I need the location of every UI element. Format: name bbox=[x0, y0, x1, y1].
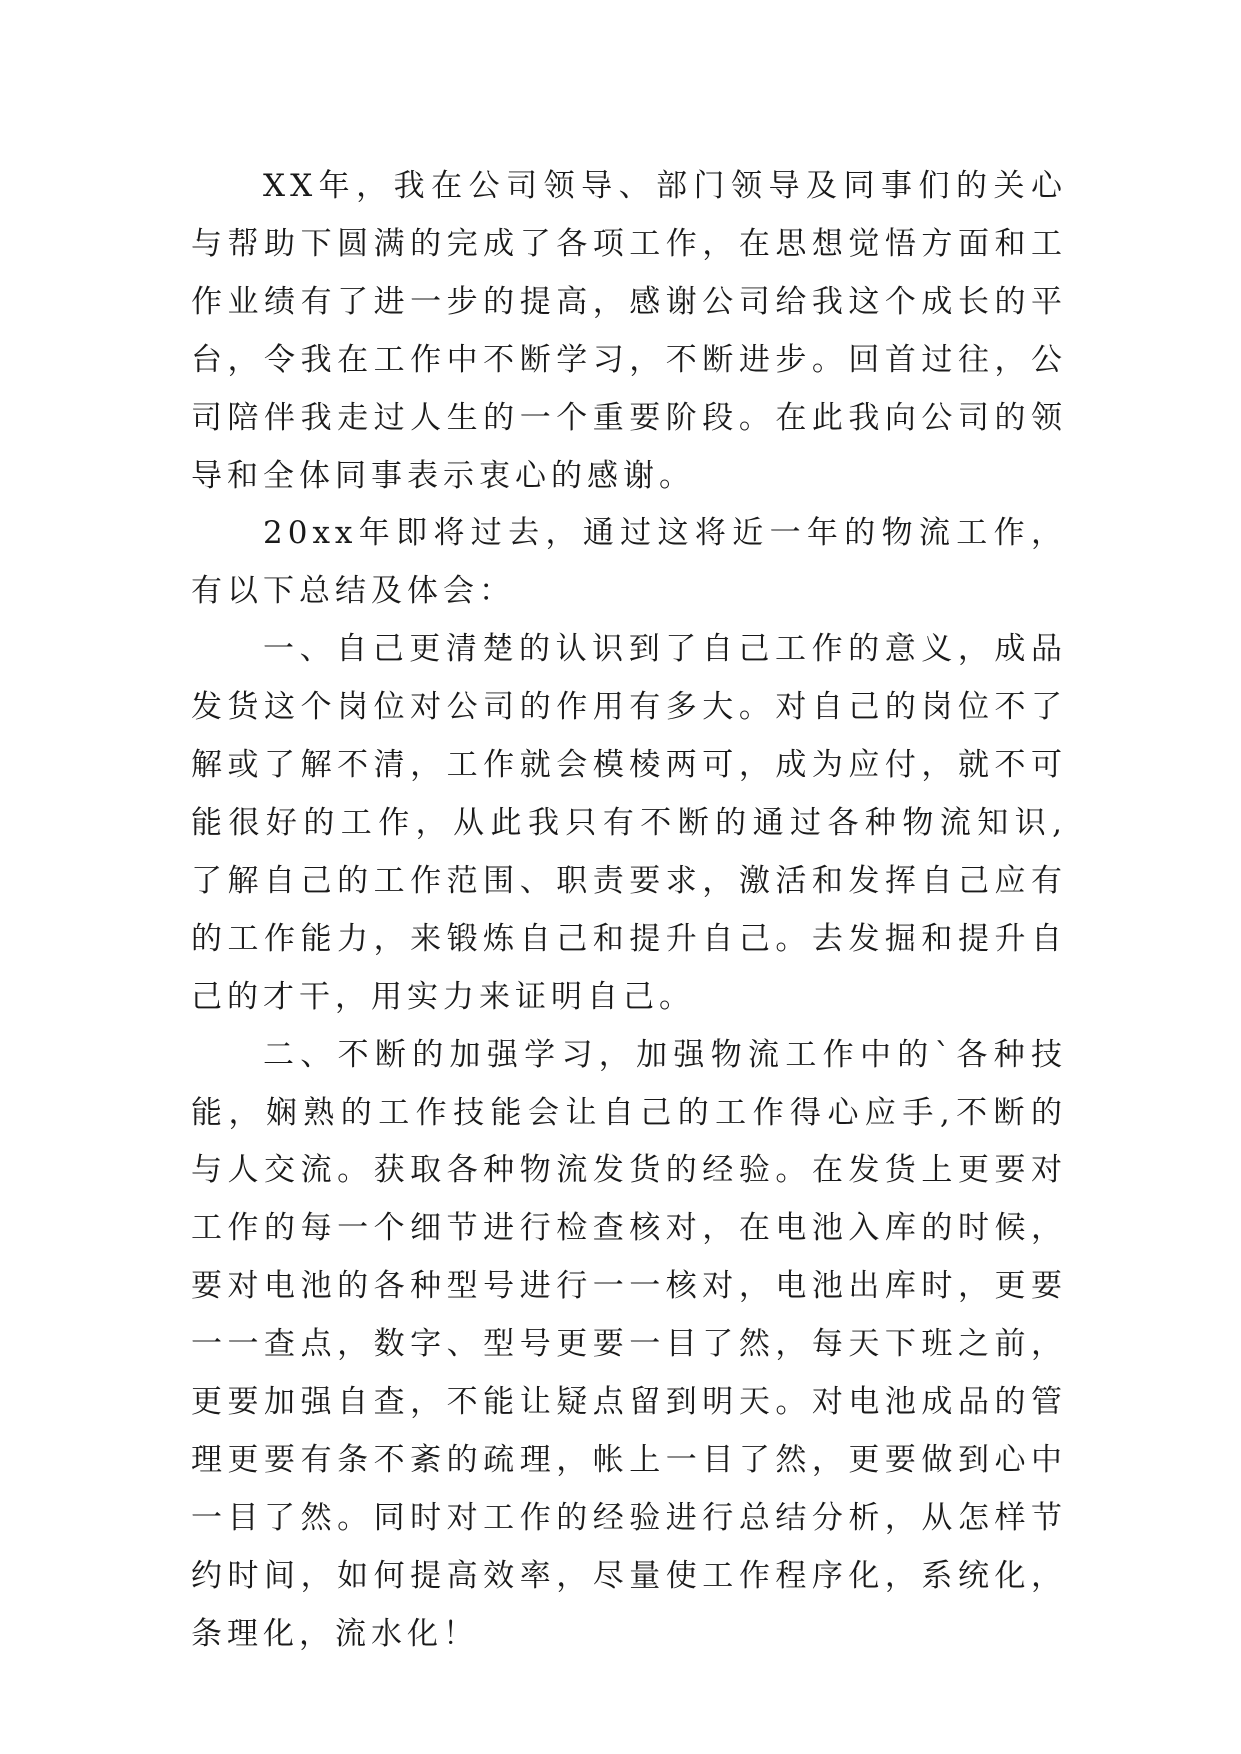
document-body bbox=[191, 158, 1067, 1664]
paragraph-point-two: 二、不断的加强学习，加强物流工作中的`各种技能，娴熟的工作技能会让自己的工作得心应手,不断的与人交流。获取各种物流发货的经验。在发货上更要对工作的每一个细节进行检查核对，在电池入库的时候，要对电池的各种型号进行一一核对，电池出库时，更要一一查点，数字、型号更要一目了然，每天下班之前，更要加强自查，不能让疑点留到明天。对电池成品的管理更要有条不紊的疏理，帐上一目了然，更要做到心中一目了然。同时对工作的经验进行总结分析，从怎样节约时间，如何提高效率，尽量使工作程序化，系统化，条理化，流水化！ bbox=[191, 1036, 1067, 1652]
paragraph-intro: XX年，我在公司领导、部门领导及同事们的关心与帮助下圆满的完成了各项工作，在思想觉悟方面和工作业绩有了进一步的提高，感谢公司给我这个成长的平台，令我在工作中不断学习，不断进步。回首过往，公司陪伴我走过人生的一个重要阶段。在此我向公司的领导和全体同事表示衷心的感谢。 bbox=[191, 168, 1067, 494]
paragraph-point-one: 一、自己更清楚的认识到了自己工作的意义，成品发货这个岗位对公司的作用有多大。对自己的岗位不了解或了解不清，工作就会模棱两可，成为应付，就不可能很好的工作，从此我只有不断的通过各种物流知识,了解自己的工作范围、职责要求，激活和发挥自己应有的工作能力，来锻炼自己和提升自己。去发掘和提升自己的才干，用实力来证明自己。 bbox=[191, 631, 1067, 1015]
paragraph-summary-lead: 20xx年即将过去，通过这将近一年的物流工作，有以下总结及体会： bbox=[191, 515, 1067, 610]
